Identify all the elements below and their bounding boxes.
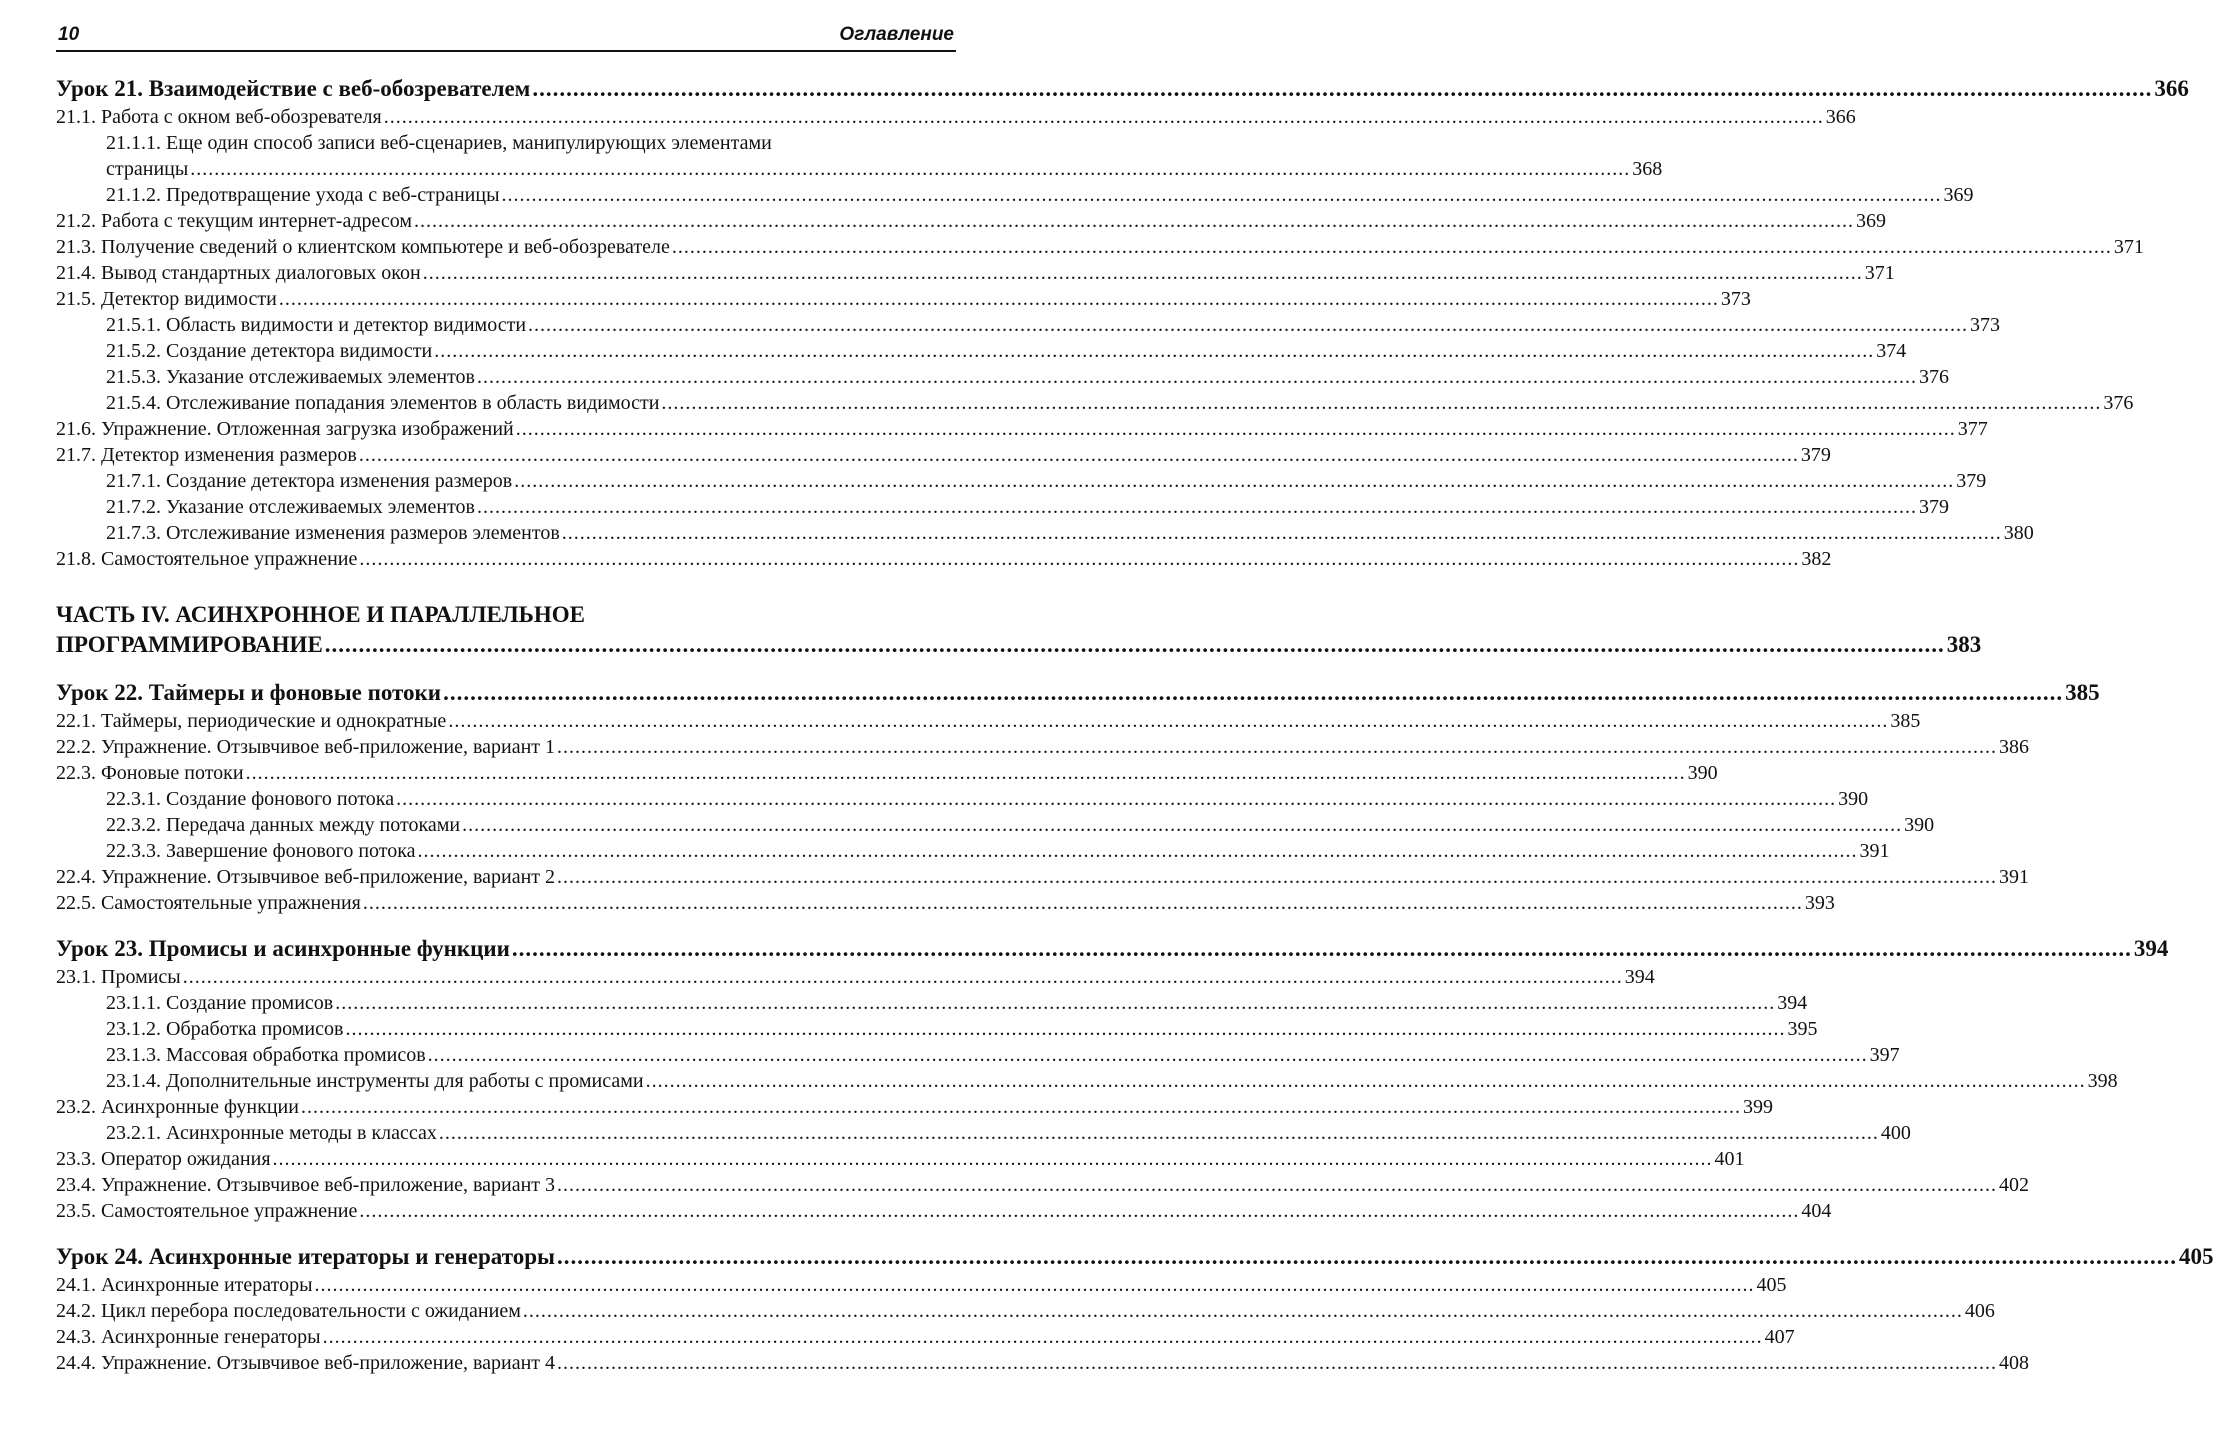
toc-page-number: 376 bbox=[2103, 392, 2134, 414]
toc-leader bbox=[183, 964, 1623, 990]
toc-entry-title: 21.7.3. Отслеживание изменения размеров элементов bbox=[106, 522, 560, 544]
toc-leader bbox=[557, 1350, 1997, 1376]
toc-part-title: ЧАСТЬ IV. АСИНХРОННОЕ И ПАРАЛЛЕЛЬНОЕ bbox=[56, 602, 586, 627]
toc-entry-title: 22.1. Таймеры, периодические и однократные bbox=[56, 710, 447, 732]
toc-entry-title: 22.4. Упражнение. Отзывчивое веб-приложение, вариант 2 bbox=[56, 866, 556, 888]
toc-entry-title: 21.1. Работа с окном веб-обозревателя bbox=[56, 106, 382, 128]
toc-leader bbox=[557, 1242, 2177, 1272]
toc-leader bbox=[532, 74, 2152, 104]
toc-entry-title: 21.7.2. Указание отслеживаемых элементов bbox=[106, 496, 475, 518]
toc-page-number: 404 bbox=[1801, 1200, 1832, 1222]
toc-entry-title: 23.3. Оператор ожидания bbox=[56, 1148, 271, 1170]
toc-page-number: 383 bbox=[1946, 632, 1982, 657]
toc-entry-title: 23.1. Промисы bbox=[56, 966, 181, 988]
toc-entry-title: 24.1. Асинхронные итераторы bbox=[56, 1274, 313, 1296]
toc-page-number: 373 bbox=[1970, 314, 2001, 336]
toc-page-number: 398 bbox=[2087, 1070, 2118, 1092]
toc-leader bbox=[428, 1042, 1868, 1068]
toc-entry bbox=[56, 286, 1751, 312]
toc-entry-title: 23.1.2. Обработка промисов bbox=[106, 1018, 344, 1040]
toc-entry bbox=[56, 864, 2030, 890]
toc-entry-continuation bbox=[106, 156, 1663, 182]
toc-page-number: 394 bbox=[1777, 992, 1808, 1014]
toc-leader bbox=[672, 234, 2112, 260]
toc-leader bbox=[528, 312, 1968, 338]
toc-page-number: 376 bbox=[1919, 366, 1949, 388]
toc-leader bbox=[359, 546, 1799, 572]
toc-page-number: 386 bbox=[1999, 736, 2030, 758]
toc-leader bbox=[384, 104, 1824, 130]
toc-entry bbox=[56, 1350, 2030, 1376]
toc-leader bbox=[661, 390, 2101, 416]
toc-entry bbox=[56, 1298, 1995, 1324]
toc-page-number: 397 bbox=[1869, 1044, 1900, 1066]
toc-entry-title: 21.7. Детектор изменения размеров bbox=[56, 444, 357, 466]
toc-entry bbox=[56, 786, 1869, 812]
toc-leader bbox=[323, 1324, 1763, 1350]
toc-leader bbox=[246, 760, 1686, 786]
toc-entry bbox=[56, 546, 1832, 572]
toc-lesson-title: Урок 22. Таймеры и фоновые потоки bbox=[56, 680, 442, 705]
toc-page-number: 379 bbox=[1800, 444, 1831, 466]
toc-leader bbox=[359, 1198, 1799, 1224]
toc-entry bbox=[56, 182, 1974, 208]
toc-page-number: 385 bbox=[1890, 710, 1921, 732]
toc-entry bbox=[56, 838, 1890, 864]
toc-entry-title: 23.1.4. Дополнительные инструменты для работы с промисами bbox=[106, 1070, 644, 1092]
toc-leader bbox=[477, 494, 1917, 520]
toc-entry bbox=[56, 520, 2034, 546]
toc-entry-title: 23.2.1. Асинхронные методы в классах bbox=[106, 1122, 437, 1144]
toc-page-number: 399 bbox=[1742, 1096, 1773, 1118]
toc-entry bbox=[56, 708, 1921, 734]
toc-entry bbox=[56, 208, 1887, 234]
toc-leader bbox=[396, 786, 1836, 812]
toc-entry-title: 23.1.1. Создание промисов bbox=[106, 992, 334, 1014]
toc-page-number: 369 bbox=[1856, 210, 1887, 232]
toc-entry-title: 21.1.2. Предотвращение ухода с веб-страницы bbox=[106, 184, 500, 206]
running-title: Оглавление bbox=[839, 24, 954, 45]
toc-page-number: 390 bbox=[1904, 814, 1935, 836]
toc-page-number: 373 bbox=[1720, 288, 1751, 310]
toc-lesson-title: Урок 21. Взаимодействие с веб-обозревателем bbox=[56, 76, 531, 101]
toc-entry bbox=[56, 416, 1988, 442]
toc-part-title-continued: ПРОГРАММИРОВАНИЕ bbox=[56, 632, 323, 657]
toc-page-number: 405 bbox=[1756, 1274, 1787, 1296]
toc-entry-title: 23.4. Упражнение. Отзывчивое веб-приложение, вариант 3 bbox=[56, 1174, 556, 1196]
toc-entry-title: 21.5.1. Область видимости и детектор видимости bbox=[106, 314, 527, 336]
toc-page-number: 390 bbox=[1838, 788, 1869, 810]
toc-leader bbox=[439, 1120, 1879, 1146]
toc-entry-title: 21.5.4. Отслеживание попадания элементов в область видимости bbox=[106, 392, 660, 414]
toc-entry-title: 24.3. Асинхронные генераторы bbox=[56, 1326, 321, 1348]
toc-leader bbox=[345, 1016, 1785, 1042]
toc-page-number: 369 bbox=[1943, 184, 1974, 206]
toc-leader bbox=[462, 812, 1902, 838]
toc-entry bbox=[56, 468, 1987, 494]
toc-page-number: 391 bbox=[1999, 866, 2030, 888]
toc-entry bbox=[56, 1094, 1773, 1120]
toc-leader bbox=[448, 708, 1888, 734]
toc-leader bbox=[359, 442, 1799, 468]
toc-entry-title: 22.3. Фоновые потоки bbox=[56, 762, 244, 784]
toc-leader bbox=[363, 890, 1803, 916]
book-page bbox=[56, 20, 2213, 1376]
toc-page-number: 385 bbox=[2065, 680, 2100, 705]
toc-leader bbox=[516, 416, 1956, 442]
toc-entry bbox=[56, 1172, 2030, 1198]
toc-entry bbox=[56, 1120, 1911, 1146]
toc-entry bbox=[56, 1198, 1832, 1224]
toc-page-number: 408 bbox=[1999, 1352, 2030, 1374]
toc-entry bbox=[56, 760, 1718, 786]
toc-entry bbox=[56, 990, 1808, 1016]
toc-leader bbox=[315, 1272, 1755, 1298]
toc-leader bbox=[557, 734, 1997, 760]
toc-leader bbox=[477, 364, 1917, 390]
toc-entry-title: 22.2. Упражнение. Отзывчивое веб-приложение, вариант 1 bbox=[56, 736, 556, 758]
toc-entry bbox=[56, 1272, 1787, 1298]
toc-entry bbox=[56, 734, 2030, 760]
toc-lesson-title: Урок 23. Промисы и асинхронные функции bbox=[56, 936, 510, 961]
toc-entry-title: 21.5.3. Указание отслеживаемых элементов bbox=[106, 366, 475, 388]
toc-leader bbox=[512, 934, 2132, 964]
toc-entry bbox=[56, 494, 1949, 520]
toc-leader bbox=[557, 864, 1997, 890]
toc-entry-title: 22.3.3. Завершение фонового потока bbox=[106, 840, 416, 862]
toc-entry bbox=[56, 442, 1831, 468]
toc-page-number: 366 bbox=[1825, 106, 1856, 128]
toc-page-number: 368 bbox=[1632, 158, 1663, 180]
toc-leader bbox=[423, 260, 1863, 286]
toc-page-number: 391 bbox=[1859, 840, 1890, 862]
toc-entry bbox=[56, 260, 1895, 286]
toc-entry-title: 21.5.2. Создание детектора видимости bbox=[106, 340, 433, 362]
table-of-contents bbox=[56, 74, 2213, 1376]
toc-entry bbox=[56, 1016, 1818, 1042]
toc-entry bbox=[56, 312, 2001, 338]
toc-entry-title-continued: страницы bbox=[106, 158, 189, 180]
toc-entry-title: 22.3.1. Создание фонового потока bbox=[106, 788, 395, 810]
toc-entry-title: 24.2. Цикл перебора последовательности с ожиданием bbox=[56, 1300, 521, 1322]
toc-leader bbox=[301, 1094, 1741, 1120]
toc-entry bbox=[56, 338, 1907, 364]
toc-entry bbox=[56, 1324, 1795, 1350]
toc-entry-title: 22.5. Самостоятельные упражнения bbox=[56, 892, 361, 914]
toc-entry-title: 21.8. Самостоятельное упражнение bbox=[56, 548, 358, 570]
toc-entry bbox=[56, 964, 1655, 990]
page-number: 10 bbox=[58, 24, 80, 45]
toc-entry-title: 23.2. Асинхронные функции bbox=[56, 1096, 299, 1118]
toc-leader bbox=[557, 1172, 1997, 1198]
toc-page-number: 407 bbox=[1764, 1326, 1795, 1348]
toc-leader bbox=[414, 208, 1854, 234]
toc-lesson-title: Урок 24. Асинхронные итераторы и генераторы bbox=[56, 1244, 555, 1269]
toc-lesson-21 bbox=[56, 74, 2189, 104]
toc-page-number: 380 bbox=[2003, 522, 2034, 544]
toc-page-number: 402 bbox=[1999, 1174, 2030, 1196]
toc-page-number: 371 bbox=[2113, 236, 2144, 258]
toc-page-number: 406 bbox=[1964, 1300, 1995, 1322]
toc-entry-title: 21.4. Вывод стандартных диалоговых окон bbox=[56, 262, 421, 284]
toc-entry-title: 22.3.2. Передача данных между потоками bbox=[106, 814, 461, 836]
toc-entry-title: 21.3. Получение сведений о клиентском компьютере и веб-обозревателе bbox=[56, 236, 670, 258]
toc-page-number: 382 bbox=[1801, 548, 1832, 570]
toc-leader bbox=[335, 990, 1775, 1016]
running-head bbox=[56, 20, 956, 52]
toc-leader bbox=[273, 1146, 1713, 1172]
toc-leader bbox=[325, 630, 1945, 660]
toc-page-number: 379 bbox=[1919, 496, 1949, 518]
toc-page-number: 379 bbox=[1956, 470, 1987, 492]
toc-entry bbox=[56, 104, 1856, 130]
toc-entry-title: 23.1.3. Массовая обработка промисов bbox=[106, 1044, 426, 1066]
toc-page-number: 405 bbox=[2178, 1244, 2213, 1269]
toc-page-number: 395 bbox=[1787, 1018, 1818, 1040]
toc-entry-title: 21.6. Упражнение. Отложенная загрузка изображений bbox=[56, 418, 514, 440]
toc-page-number: 394 bbox=[1624, 966, 1655, 988]
toc-entry-title: 24.4. Упражнение. Отзывчивое веб-приложение, вариант 4 bbox=[56, 1352, 556, 1374]
toc-entry bbox=[56, 234, 2144, 260]
toc-lesson-23 bbox=[56, 934, 2169, 964]
toc-entry bbox=[56, 364, 1949, 390]
toc-page-number: 390 bbox=[1687, 762, 1718, 784]
toc-leader bbox=[279, 286, 1719, 312]
toc-page-number: 394 bbox=[2133, 936, 2169, 961]
toc-lesson-22 bbox=[56, 678, 2100, 708]
toc-leader bbox=[443, 678, 2063, 708]
toc-leader bbox=[418, 838, 1858, 864]
toc-page-number: 401 bbox=[1714, 1148, 1745, 1170]
toc-page-number: 377 bbox=[1957, 418, 1988, 440]
toc-leader bbox=[562, 520, 2002, 546]
toc-page-number: 374 bbox=[1876, 340, 1907, 362]
toc-entry bbox=[56, 130, 1663, 182]
toc-entry bbox=[56, 812, 1935, 838]
toc-leader bbox=[502, 182, 1942, 208]
toc-leader bbox=[434, 338, 1874, 364]
toc-entry-title: 21.1.1. Еще один способ записи веб-сценариев, манипулирующих элементами bbox=[106, 132, 772, 154]
toc-leader bbox=[646, 1068, 2086, 1094]
toc-entry-title: 21.7.1. Создание детектора изменения размеров bbox=[106, 470, 513, 492]
toc-entry bbox=[56, 1068, 2118, 1094]
toc-entry-title: 21.5. Детектор видимости bbox=[56, 288, 277, 310]
toc-entry-title: 23.5. Самостоятельное упражнение bbox=[56, 1200, 358, 1222]
toc-leader bbox=[523, 1298, 1963, 1324]
toc-page-number: 400 bbox=[1880, 1122, 1911, 1144]
toc-entry bbox=[56, 1042, 1900, 1068]
toc-entry bbox=[56, 1146, 1745, 1172]
toc-entry bbox=[56, 390, 2134, 416]
toc-lesson-24 bbox=[56, 1242, 2213, 1272]
toc-part-4 bbox=[56, 600, 1982, 660]
toc-page-number: 371 bbox=[1864, 262, 1895, 284]
toc-entry bbox=[56, 890, 1835, 916]
toc-leader bbox=[190, 156, 1630, 182]
toc-leader bbox=[514, 468, 1954, 494]
toc-page-number: 393 bbox=[1804, 892, 1835, 914]
toc-part-title-line2 bbox=[56, 630, 1982, 660]
toc-page-number: 366 bbox=[2154, 76, 2189, 101]
toc-entry-title: 21.2. Работа с текущим интернет-адресом bbox=[56, 210, 413, 232]
